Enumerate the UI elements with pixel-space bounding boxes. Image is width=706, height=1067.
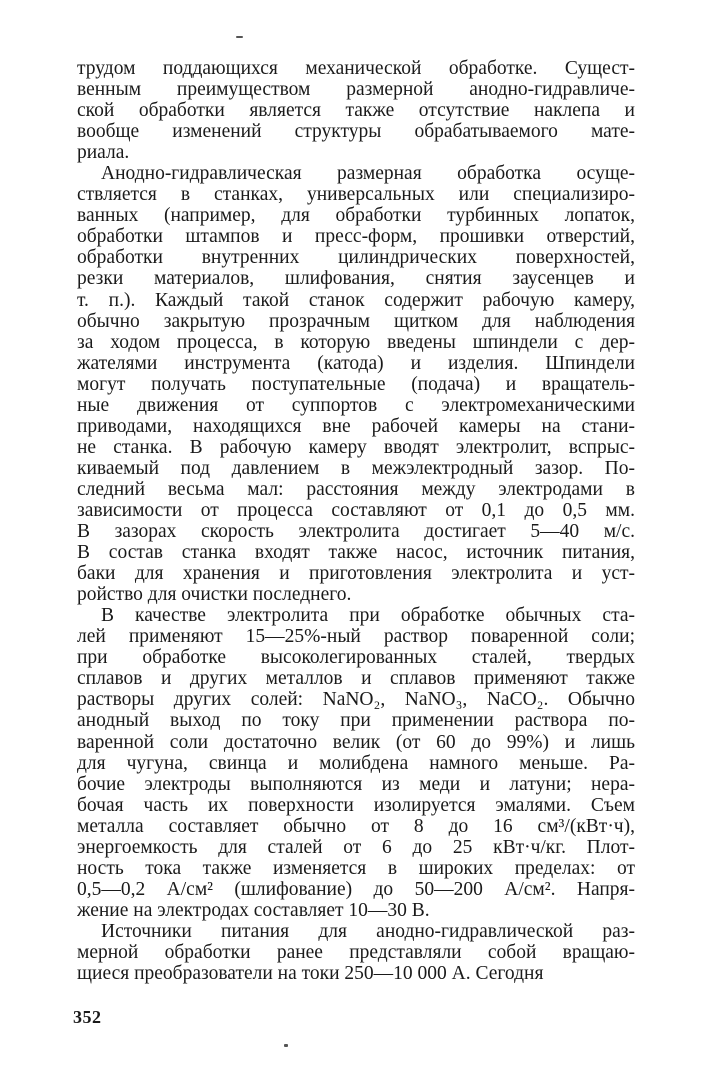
text-line: обычно закрытую прозрачным щитком для наблюдения [77, 310, 635, 332]
text-line: ванных (например, для обработки турбинных лопаток, [77, 205, 635, 227]
text-line: варенной соли достаточно велик (от 60 до 99%) и лишь [77, 731, 635, 753]
text-line: В состав станка входят также насос, источник питания, [77, 542, 635, 564]
text-line: энергоемкость для сталей от 6 до 25 кВт·ч/кг. Плот- [77, 836, 635, 858]
paragraph [77, 605, 635, 921]
text-line: зависимости от процесса составляют от 0,1 до 0,5 мм. [77, 499, 635, 521]
text-line: при обработке высоколегированных сталей, твердых [77, 647, 635, 669]
text-line: вообще изменений структуры обрабатываемого мате- [77, 121, 635, 143]
text-line: 0,5—0,2 А/см² (шлифование) до 50—200 А/см². Напря- [77, 878, 635, 900]
text-line: риала. [77, 142, 130, 164]
text-line: растворы других солей: NaNO₂, NaNO₃, NaCO₂. Обычно [77, 689, 635, 711]
print-speck [236, 36, 243, 38]
text-line: лей применяют 15—25%-ный раствор поваренной соли; [77, 626, 635, 648]
text-line: металла составляет обычно от 8 до 16 см³/(кВт·ч), [77, 815, 635, 837]
text-line: ствляется в станках, универсальных или специализиро- [77, 184, 635, 206]
text-line: ройство для очистки последнего. [77, 584, 352, 606]
text-line: бочие электроды выполняются из меди и латуни; нера- [77, 773, 635, 795]
text-line: Источники питания для анодно-гидравлической раз- [101, 920, 635, 942]
text-line: В зазорах скорость электролита достигает 5—40 м/с. [77, 521, 635, 543]
text-line: следний весьма мал: расстояния между электродами в [77, 478, 635, 500]
text-line: обработки внутренних цилиндрических поверхностей, [77, 247, 635, 269]
text-line: не станка. В рабочую камеру вводят электролит, вспрыс- [77, 436, 635, 458]
text-line: за ходом процесса, в которую введены шпиндели с дер- [77, 331, 635, 353]
text-line: В качестве электролита при обработке обычных ста- [101, 605, 635, 627]
paragraph [77, 58, 635, 163]
paragraph [77, 921, 635, 984]
text-line: Анодно-гидравлическая размерная обработка осуще- [101, 163, 635, 185]
text-line: резки материалов, шлифования, снятия заусенцев и [77, 268, 635, 290]
text-line: жение на электродах составляет 10—30 В. [77, 899, 430, 921]
paragraph [77, 163, 635, 605]
text-line: приводами, находящихся вне рабочей камеры на стани- [77, 415, 635, 437]
text-line: для чугуна, свинца и молибдена намного меньше. Ра- [77, 752, 635, 774]
text-line: анодный выход по току при применении раствора по- [77, 710, 635, 732]
text-line: обработки штампов и пресс-форм, прошивки отверстий, [77, 226, 635, 248]
text-line: венным преимуществом размерной анодно-гидравличе- [77, 79, 635, 101]
text-line: сплавов и других металлов и сплавов применяют также [77, 668, 635, 690]
text-line: ской обработки является также отсутствие наклепа и [77, 100, 635, 122]
page-number: 352 [73, 1007, 102, 1027]
text-line: баки для хранения и приготовления электролита и уст- [77, 563, 635, 585]
text-line: т. п.). Каждый такой станок содержит рабочую камеру, [77, 289, 635, 311]
text-line: щиеся преобразователи на токи 250—10 000 А. Сегодня [77, 963, 544, 985]
print-speck [284, 1044, 288, 1047]
text-line: трудом поддающихся механической обработке. Сущест- [77, 58, 635, 79]
text-line: киваемый под давлением в межэлектродный зазор. По- [77, 457, 635, 479]
text-line: мерной обработки ранее представляли собой вращаю- [77, 941, 635, 963]
text-line: ные движения от суппортов с электромеханическими [77, 394, 635, 416]
body-text [77, 58, 635, 984]
text-line: могут получать поступательные (подача) и вращатель- [77, 373, 635, 395]
text-line: жателями инструмента (катода) и изделия. Шпиндели [77, 352, 635, 374]
text-line: бочая часть их поверхности изолируется эмалями. Съем [77, 794, 635, 816]
text-line: ность тока также изменяется в широких пределах: от [77, 857, 635, 879]
